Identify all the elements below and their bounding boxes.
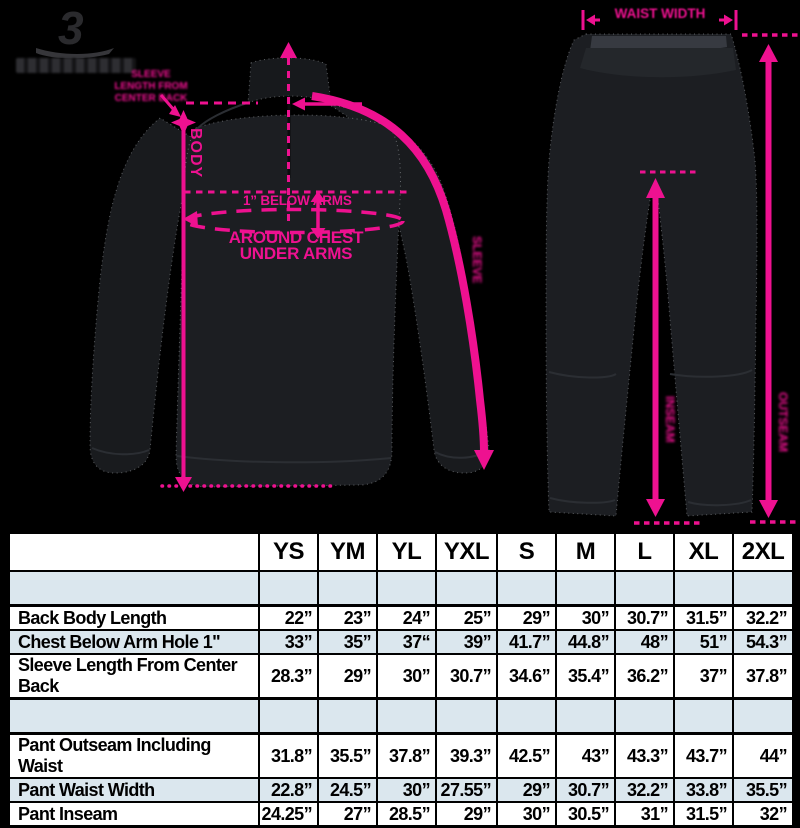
value-cell: 31.5” <box>674 606 733 631</box>
row-label: Back Body Length <box>9 606 259 631</box>
sleeve-note-line1: SLEEVE <box>131 69 171 80</box>
value-cell: 30” <box>556 606 615 631</box>
spacer-cell <box>733 699 793 734</box>
spacer-row <box>9 571 793 606</box>
spacer-cell <box>377 699 436 734</box>
value-cell: 22.8” <box>259 778 318 802</box>
value-cell: 43” <box>556 734 615 779</box>
brand-mark-glyph: 3 <box>58 2 84 54</box>
below-arms-label: 1” BELOW ARMS <box>243 193 352 208</box>
value-cell: 23” <box>318 606 377 631</box>
table-row-pant-inseam <box>9 802 793 827</box>
arrow-right-icon <box>724 15 733 26</box>
spacer-cell <box>497 699 556 734</box>
table-row-back-body-length <box>9 606 793 631</box>
size-header-2xl: 2XL <box>733 533 793 572</box>
size-header-yl: YL <box>377 533 436 572</box>
size-header-row <box>9 533 793 572</box>
arrow-down-icon <box>759 500 778 518</box>
table-row-sleeve-length <box>9 654 793 699</box>
inseam-label: INSEAM <box>663 396 677 443</box>
row-label: Pant Outseam Including Waist <box>9 734 259 779</box>
value-cell: 29” <box>497 778 556 802</box>
spacer-cell <box>674 699 733 734</box>
value-cell: 42.5” <box>497 734 556 779</box>
value-cell: 28.3” <box>259 654 318 699</box>
value-cell: 22” <box>259 606 318 631</box>
value-cell: 30.7” <box>615 606 674 631</box>
value-cell: 54.3” <box>733 630 793 654</box>
value-cell: 24” <box>377 606 436 631</box>
row-label: Sleeve Length From Center Back <box>9 654 259 699</box>
value-cell: 24.25” <box>259 802 318 827</box>
chest-label-line1: AROUND CHEST <box>228 228 364 247</box>
spacer-cell <box>615 571 674 606</box>
arrow-up-icon <box>759 44 778 62</box>
value-cell: 24.5” <box>318 778 377 802</box>
value-cell: 29” <box>497 606 556 631</box>
spacer-cell <box>9 699 259 734</box>
body-length-label: BODY <box>187 128 204 179</box>
pants-graphic <box>546 34 757 516</box>
value-cell: 39.3” <box>436 734 497 779</box>
spacer-cell <box>436 571 497 606</box>
value-cell: 29” <box>318 654 377 699</box>
sleeve-line-label: SLEEVE <box>470 236 484 284</box>
value-cell: 31.5” <box>674 802 733 827</box>
value-cell: 30.5” <box>556 802 615 827</box>
arrow-left-icon <box>586 15 595 26</box>
sleeve-note-line2: LENGTH FROM <box>114 81 188 92</box>
value-cell: 36.2” <box>615 654 674 699</box>
value-cell: 30” <box>377 654 436 699</box>
value-cell: 37“ <box>377 630 436 654</box>
row-label: Chest Below Arm Hole 1" <box>9 630 259 654</box>
waist-width-label: WAIST WIDTH <box>614 6 706 21</box>
chest-label-line2: UNDER ARMS <box>239 244 353 263</box>
spacer-cell <box>259 571 318 606</box>
spacer-cell <box>615 699 674 734</box>
spacer-cell <box>318 571 377 606</box>
size-header-xl: XL <box>674 533 733 572</box>
value-cell: 44” <box>733 734 793 779</box>
spacer-cell <box>436 699 497 734</box>
sleeve-note-line3: CENTER BACK <box>114 93 188 104</box>
spacer-row <box>9 699 793 734</box>
value-cell: 35” <box>318 630 377 654</box>
value-cell: 37.8” <box>377 734 436 779</box>
value-cell: 25” <box>436 606 497 631</box>
value-cell: 33.8” <box>674 778 733 802</box>
value-cell: 37” <box>674 654 733 699</box>
size-header-s: S <box>497 533 556 572</box>
corner-cell <box>9 533 259 572</box>
value-cell: 43.3” <box>615 734 674 779</box>
value-cell: 37.8” <box>733 654 793 699</box>
value-cell: 27.55” <box>436 778 497 802</box>
value-cell: 35.5” <box>318 734 377 779</box>
waistband <box>580 48 736 77</box>
value-cell: 30” <box>497 802 556 827</box>
value-cell: 35.4” <box>556 654 615 699</box>
value-cell: 51” <box>674 630 733 654</box>
value-cell: 28.5” <box>377 802 436 827</box>
value-cell: 31.8” <box>259 734 318 779</box>
value-cell: 29” <box>436 802 497 827</box>
size-header-yxl: YXL <box>436 533 497 572</box>
value-cell: 27” <box>318 802 377 827</box>
chest-measure-label <box>198 230 394 262</box>
value-cell: 32.2” <box>615 778 674 802</box>
table-row-pant-waist-width <box>9 778 793 802</box>
size-header-ys: YS <box>259 533 318 572</box>
size-header-l: L <box>615 533 674 572</box>
value-cell: 44.8” <box>556 630 615 654</box>
value-cell: 41.7” <box>497 630 556 654</box>
size-header-ym: YM <box>318 533 377 572</box>
value-cell: 35.5” <box>733 778 793 802</box>
outseam-label: OUTSEAM <box>776 392 790 452</box>
arrow-down-icon <box>646 499 665 517</box>
spacer-cell <box>318 699 377 734</box>
size-table <box>8 531 794 828</box>
value-cell: 34.6” <box>497 654 556 699</box>
value-cell: 31” <box>615 802 674 827</box>
spacer-cell <box>9 571 259 606</box>
spacer-cell <box>556 699 615 734</box>
value-cell: 30.7” <box>556 778 615 802</box>
spacer-cell <box>259 699 318 734</box>
spacer-cell <box>497 571 556 606</box>
value-cell: 33” <box>259 630 318 654</box>
table-row-pant-outseam <box>9 734 793 779</box>
row-label: Pant Waist Width <box>9 778 259 802</box>
value-cell: 30.7” <box>436 654 497 699</box>
value-cell: 39” <box>436 630 497 654</box>
size-header-m: M <box>556 533 615 572</box>
value-cell: 30” <box>377 778 436 802</box>
spacer-cell <box>674 571 733 606</box>
table-row-chest-below-armhole <box>9 630 793 654</box>
spacer-cell <box>733 571 793 606</box>
value-cell: 32” <box>733 802 793 827</box>
value-cell: 32.2” <box>733 606 793 631</box>
spacer-cell <box>377 571 436 606</box>
sleeve-note-label <box>110 69 192 105</box>
spacer-cell <box>556 571 615 606</box>
row-label: Pant Inseam <box>9 802 259 827</box>
arrow-up-icon <box>280 42 297 58</box>
value-cell: 48” <box>615 630 674 654</box>
value-cell: 43.7” <box>674 734 733 779</box>
arrow-left-icon <box>292 98 305 111</box>
